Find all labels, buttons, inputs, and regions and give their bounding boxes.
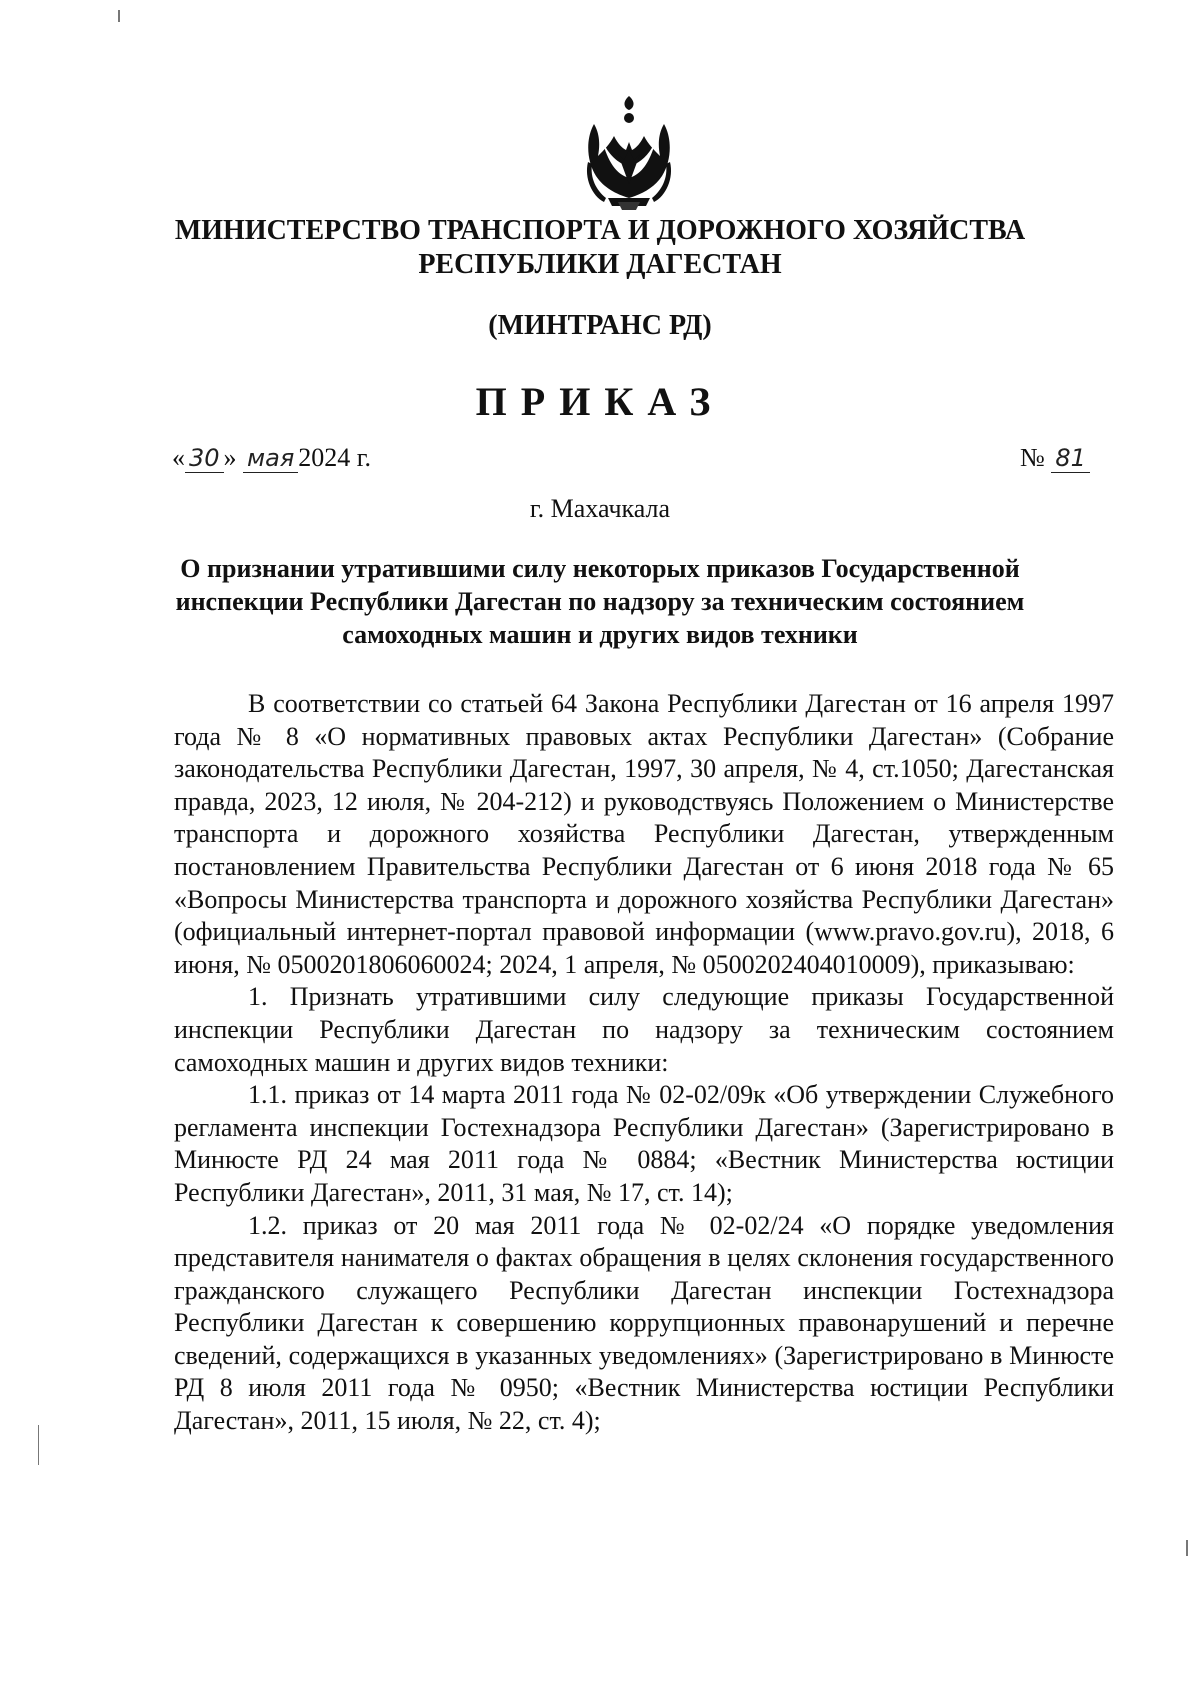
scan-artifact-right	[1186, 1540, 1188, 1556]
city-line: г. Махачкала	[529, 494, 671, 523]
date-mid-quote: »	[223, 443, 237, 472]
order-body	[174, 688, 1114, 1438]
order-number	[1020, 443, 1090, 473]
date-month: мая	[243, 444, 298, 473]
number-label: №	[1020, 443, 1045, 472]
order-subject: О признании утратившими силу некоторых приказов Государственной инспекции Республики Дагестан по надзору за техническим состоянием самоходных машин и других видов техники	[175, 554, 1025, 649]
document-type-title: ПРИКАЗ	[475, 379, 725, 424]
paragraph-item-1-2: 1.2. приказ от 20 мая 2011 года № 02-02/24 «О порядке уведомления представителя нанимателя о фактах обращения в целях склонения государственного гражданского служащего Республики Дагестан инспекции Гостехнадзора Республики Дагестан к совершению коррупционных правонарушений и перечне сведений, содержащихся в указанных уведомлениях» (Зарегистрировано в Минюсте РД 8 июля 2011 года № 0950; «Вестник Министерства юстиции Республики Дагестан», 2011, 15 июля, № 22, ст. 4);	[174, 1210, 1114, 1436]
date-year: 2024 г.	[298, 443, 372, 472]
order-date	[172, 443, 371, 473]
date-day: 30	[185, 444, 224, 473]
ministry-short-name: (МИНТРАНС РД)	[488, 310, 712, 341]
scan-artifact-left	[38, 1425, 39, 1465]
ministry-name-line2: РЕСПУБЛИКИ ДАГЕСТАН	[418, 249, 782, 280]
paragraph-item-1-1: 1.1. приказ от 14 марта 2011 года № 02-02/09к «Об утверждении Служебного регламента инспекции Гостехнадзора Республики Дагестан» (Зарегистрировано в Минюсте РД 24 мая 2011 года № 0884; «Вестник Министерства юстиции Республики Дагестан», 2011, 31 мая, № 17, ст. 14);	[174, 1080, 1114, 1207]
coat-of-arms-icon	[574, 94, 684, 212]
paragraph-preamble: В соответствии со статьей 64 Закона Республики Дагестан от 16 апреля 1997 года № 8 «О нормативных правовых актах Республики Дагестан» (Собрание законодательства Республики Дагестан, 1997, 30 апреля, № 4, ст.1050; Дагестанская правда, 2023, 12 июля, № 204-212) и руководствуясь Положением о Министерстве транспорта и дорожного хозяйства Республики Дагестан, утвержденным постановлением Правительства Республики Дагестан от 6 июня 2018 года № 65 «Вопросы Министерства транспорта и дорожного хозяйства Республики Дагестан» (официальный интернет-портал правовой информации (www.pravo.gov.ru), 2018, 6 июня, № 0500201806060024; 2024, 1 апреля, № 0500202404010009), приказываю:	[174, 689, 1114, 979]
scan-artifact-top	[118, 10, 120, 22]
ministry-name-line1: МИНИСТЕРСТВО ТРАНСПОРТА И ДОРОЖНОГО ХОЗЯЙСТВА	[174, 215, 1026, 246]
number-value: 81	[1051, 444, 1090, 473]
paragraph-item-1: 1. Признать утратившими силу следующие приказы Государственной инспекции Республики Дагестан по надзору за техническим состоянием самоходных машин и других видов техники:	[174, 982, 1114, 1077]
ministry-name	[130, 214, 1070, 282]
date-open-quote: «	[172, 443, 185, 472]
